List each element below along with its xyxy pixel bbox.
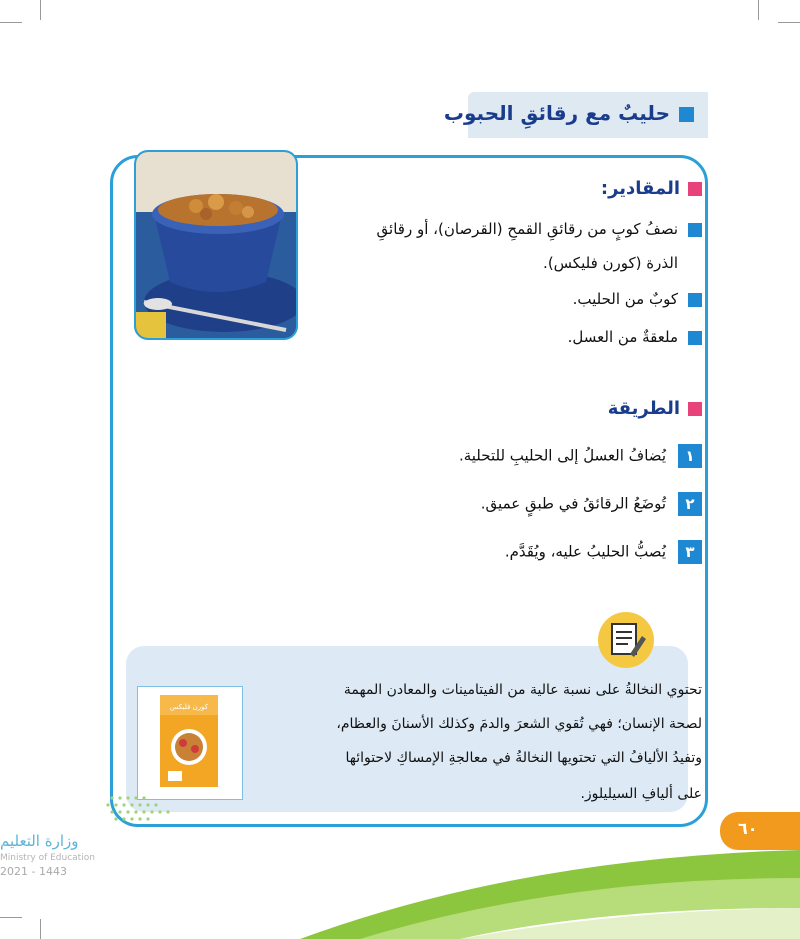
ministry-arabic: وزارة التعليم <box>0 832 79 850</box>
ingredient-text: الذرة (كورن فليكس). <box>543 254 678 272</box>
crop-mark <box>40 0 41 20</box>
step-text: يُصبُّ الحليبُ عليه، ويُقَدَّم. <box>504 542 666 561</box>
pink-square-icon <box>688 402 702 416</box>
ministry-english: Ministry of Education <box>0 853 95 863</box>
ingredient-item <box>377 220 702 238</box>
square-bullet-icon <box>679 107 694 122</box>
ingredients-heading-text: المقادير: <box>600 178 680 199</box>
method-heading-text: الطريقة <box>607 398 680 419</box>
note-line: وتفيدُ الأليافُ التي تحتويها النخالةُ في معالجةِ الإمساكِ لاحتوائها <box>345 750 702 766</box>
step-number: ٣ <box>678 540 702 564</box>
ingredient-item-continued <box>543 254 678 272</box>
method-step <box>481 492 702 516</box>
box-label: كورن فليكس <box>169 703 209 711</box>
crop-mark <box>758 0 759 20</box>
square-bullet-icon <box>688 223 702 237</box>
square-bullet-icon <box>688 293 702 307</box>
step-text: تُوضَعُ الرقائقُ في طبقٍ عميق. <box>480 494 666 513</box>
step-text: يُضافُ العسلُ إلى الحليبِ للتحلية. <box>458 446 666 465</box>
ingredients-heading <box>601 178 702 199</box>
square-bullet-icon <box>688 331 702 345</box>
ingredient-text: نصفُ كوبٍ من رقائقِ القمحِ (القرصان)، أو رقائقِ <box>376 220 678 238</box>
method-step <box>459 444 702 468</box>
ingredient-item <box>568 328 702 346</box>
cereal-bowl-photo <box>134 150 298 340</box>
recipe-title-bar <box>443 92 708 138</box>
note-line: على أليافِ السيليلوز. <box>580 786 702 802</box>
crop-mark <box>0 22 22 23</box>
ingredient-text: كوبٌ من الحليب. <box>572 290 678 308</box>
step-number: ٢ <box>678 492 702 516</box>
crop-mark <box>778 22 800 23</box>
ingredient-item <box>573 290 702 308</box>
green-swoosh-decoration <box>0 838 800 939</box>
note-line: تحتوي النخالةُ على نسبة عالية من الفيتامينات والمعادن المهمة <box>343 682 702 698</box>
pink-square-icon <box>688 182 702 196</box>
ingredient-text: ملعقةٌ من العسل. <box>567 328 678 346</box>
recipe-title: حليبٌ مع رقائقِ الحبوب <box>443 101 670 125</box>
edition-year: 2021 - 1443 <box>0 865 67 878</box>
dot-pattern <box>102 792 192 826</box>
notepad-icon <box>598 612 654 668</box>
method-heading <box>608 398 702 419</box>
method-step <box>505 540 702 564</box>
page-number: ٦٠ <box>738 819 758 838</box>
note-line: لصحة الإنسان؛ فهي تُقوي الشعرَ والدمَ وكذلك الأسنانَ والعظام، <box>336 716 702 732</box>
cereal-box-photo <box>137 686 243 800</box>
step-number: ١ <box>678 444 702 468</box>
